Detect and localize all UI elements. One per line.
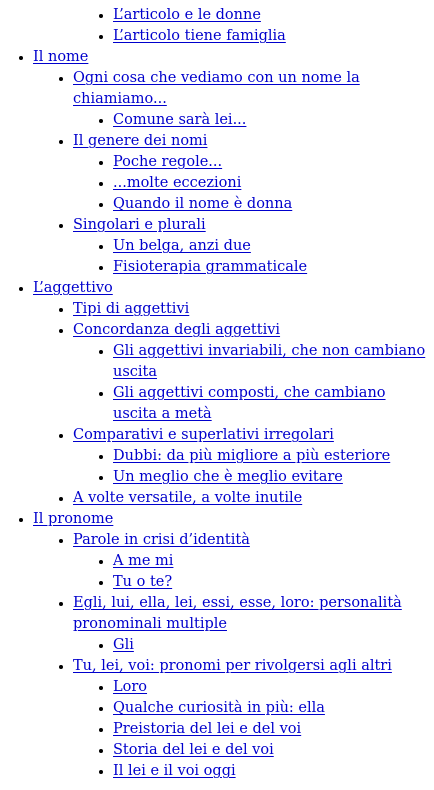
toc-link[interactable]: Un meglio che è meglio evitare [113,469,343,485]
toc-link[interactable]: Preistoria del lei e del voi [113,721,302,737]
toc-link[interactable]: Comune sarà lei... [113,112,247,128]
toc-chapter [73,425,434,488]
toc-link[interactable]: Fisioterapia grammaticale [113,259,308,275]
toc-section-link[interactable]: L’aggettivo [33,280,113,296]
toc-chapter-link[interactable]: Singolari e plurali [73,217,206,233]
toc-chapter [73,488,434,509]
toc-item [113,173,434,194]
toc-chapter-link[interactable]: Il genere dei nomi [73,133,208,149]
toc-chapter-link[interactable]: Comparativi e superlativi irregolari [73,427,334,443]
toc-item [113,446,434,467]
toc-item [113,110,434,131]
toc-item [113,677,434,698]
toc-item [113,572,434,593]
toc-section-link[interactable]: Il pronome [33,511,114,527]
toc-chapter [73,530,434,593]
toc-chapter [73,215,434,278]
toc-section [33,509,434,782]
toc-link[interactable]: Tu o te? [113,574,173,590]
toc-item [113,467,434,488]
toc-link[interactable]: Quando il nome è donna [113,196,293,212]
toc-continuation [33,5,434,47]
toc-chapter-link[interactable]: A volte versatile, a volte inutile [73,490,303,506]
toc-link[interactable]: A me mi [113,553,174,569]
toc-chapter-link[interactable]: Tipi di aggettivi [73,301,190,317]
toc-item [113,236,434,257]
toc-section [33,47,434,278]
toc-item [113,26,434,47]
toc-link[interactable]: Dubbi: da più migliore a più esteriore [113,448,391,464]
toc-chapter [73,656,434,782]
toc-link[interactable]: Storia del lei e del voi [113,742,274,758]
toc-chapter-link[interactable]: Parole in crisi d’identità [73,532,250,548]
toc-chapter [73,593,434,656]
toc-link[interactable]: Poche regole... [113,154,223,170]
toc-link[interactable]: Qualche curiosità in più: ella [113,700,325,716]
toc-item [113,257,434,278]
toc-link[interactable]: Il lei e il voi oggi [113,763,236,779]
toc-chapter-link[interactable]: Concordanza degli aggettivi [73,322,281,338]
toc-link[interactable]: L’articolo tiene famiglia [113,28,286,44]
toc-link[interactable]: Gli [113,637,134,653]
toc-item [113,761,434,782]
toc-section-link[interactable]: Il nome [33,49,89,65]
toc-item [113,635,434,656]
toc-link[interactable]: ...molte eccezioni [113,175,242,191]
toc-continuation-list [73,5,434,47]
toc-item [113,383,434,425]
toc-chapter-link[interactable]: Ogni cosa che vediamo con un nome la chiamiamo... [73,70,360,107]
toc-chapter [73,320,434,425]
toc-section [33,278,434,509]
toc-item [113,194,434,215]
toc-chapter [73,68,434,131]
toc-item [113,152,434,173]
toc-link[interactable]: Gli aggettivi invariabili, che non cambiano uscita [113,343,426,380]
toc-item [113,719,434,740]
toc-link[interactable]: Loro [113,679,148,695]
toc-item [113,5,434,26]
toc-item [113,740,434,761]
toc-link[interactable]: L’articolo e le donne [113,7,261,23]
toc-item [113,341,434,383]
toc-link[interactable]: Gli aggettivi composti, che cambiano uscita a metà [113,385,386,422]
toc-chapter [73,131,434,215]
toc-chapter-link[interactable]: Tu, lei, voi: pronomi per rivolgersi agli altri [73,658,392,674]
toc-chapter-link[interactable]: Egli, lui, ella, lei, essi, esse, loro: personalità pronominali multiple [73,595,402,632]
toc-item [113,698,434,719]
toc-list [0,5,434,782]
toc-chapter [73,299,434,320]
toc-item [113,551,434,572]
toc-link[interactable]: Un belga, anzi due [113,238,251,254]
